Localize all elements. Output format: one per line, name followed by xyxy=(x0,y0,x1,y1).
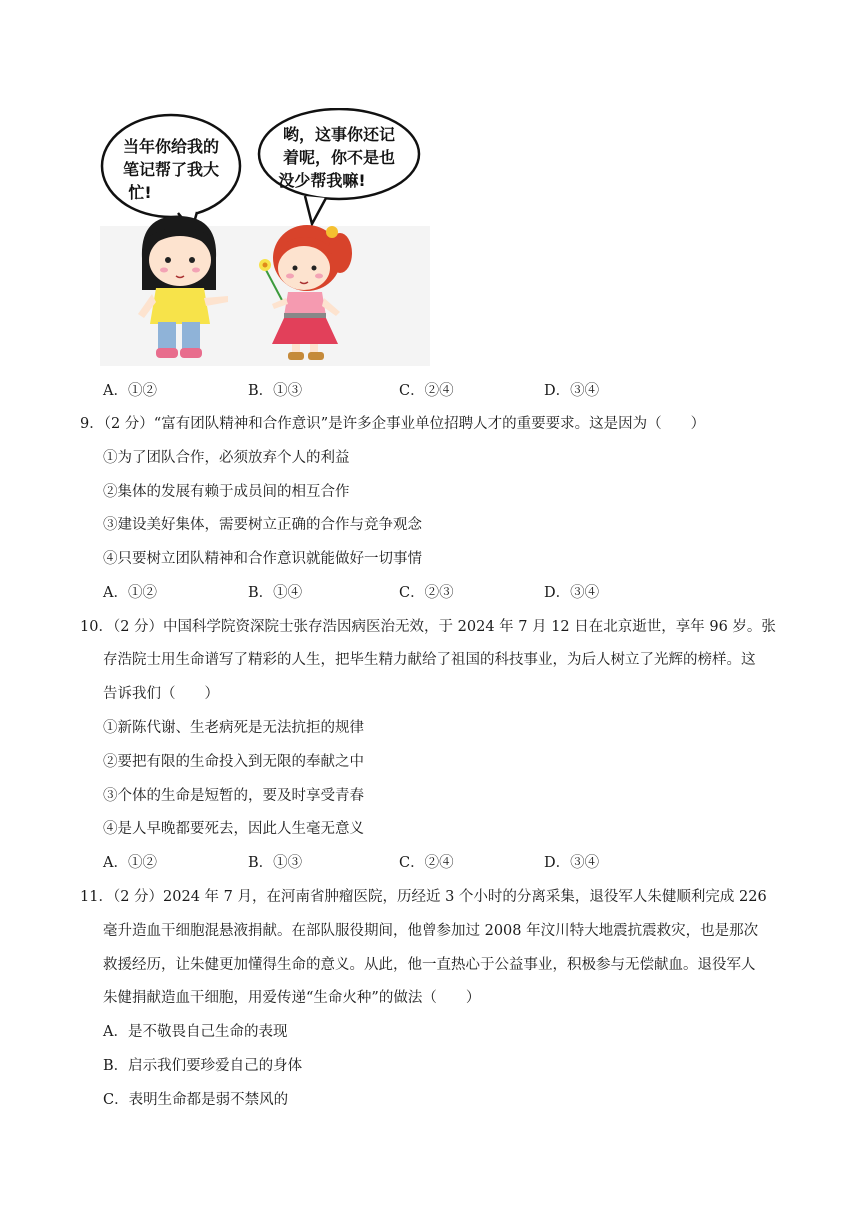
q10-stem-line-3: 告诉我们（ ） xyxy=(103,686,219,702)
q9-statement-3: ③建设美好集体，需要树立正确的合作与竞争观念 xyxy=(103,517,422,533)
q11-stem-line-4: 朱健捐献造血干细胞，用爱传递“生命火种”的做法（ ） xyxy=(103,990,481,1006)
q8-option-b: B．①③ xyxy=(248,383,303,399)
q9-option-d: D．③④ xyxy=(544,585,600,601)
q11-stem-line-3: 救援经历，让朱健更加懂得生命的意义。从此，他一直热心于公益事业，积极参与无偿献血。退役军人 xyxy=(103,957,756,973)
q9-statement-2: ②集体的发展有赖于成员间的相互合作 xyxy=(103,484,350,500)
bubble-left-line-3: 忙! xyxy=(128,183,152,202)
q9-option-a: A．①② xyxy=(103,585,157,601)
q11-option-c: C．表明生命都是弱不禁风的 xyxy=(103,1092,289,1108)
bubble-right-line-1: 哟，这事你还记 xyxy=(282,125,396,144)
bubble-left-line-2: 笔记帮了我大 xyxy=(122,160,220,179)
bubble-right-line-3: 没少帮我嘛! xyxy=(278,171,366,190)
cartoon-figure xyxy=(100,108,430,370)
q9-options xyxy=(103,583,723,603)
q9-statement-1: ①为了团队合作，必须放弃个人的利益 xyxy=(103,450,350,466)
q10-option-a: A．①② xyxy=(103,855,157,871)
bubble-right-line-2: 着呢，你不是也 xyxy=(282,148,396,167)
q10-statement-4: ④是人早晚都要死去，因此人生毫无意义 xyxy=(103,821,364,837)
q11-option-a: A．是不敬畏自己生命的表现 xyxy=(103,1024,288,1040)
q10-option-c: C．②④ xyxy=(399,855,454,871)
q9-statement-4: ④只要树立团队精神和合作意识就能做好一切事情 xyxy=(103,551,422,567)
q10-statement-1: ①新陈代谢、生老病死是无法抗拒的规律 xyxy=(103,720,364,736)
speech-bubble-left xyxy=(102,115,240,230)
bubble-left-line-1: 当年你给我的 xyxy=(122,137,220,156)
q10-option-d: D．③④ xyxy=(544,855,600,871)
q10-option-b: B．①③ xyxy=(248,855,303,871)
q11-option-b: B．启示我们要珍爱自己的身体 xyxy=(103,1058,303,1074)
speech-bubble-right xyxy=(259,109,419,224)
q9-option-c: C．②③ xyxy=(399,585,454,601)
q8-option-c: C．②④ xyxy=(399,383,454,399)
q10-statement-3: ③个体的生命是短暂的，要及时享受青春 xyxy=(103,788,364,804)
q8-option-d: D．③④ xyxy=(544,383,600,399)
q10-statement-2: ②要把有限的生命投入到无限的奉献之中 xyxy=(103,754,364,770)
q9-option-b: B．①④ xyxy=(248,585,303,601)
q11-stem-line-1: 11．（2 分）2024 年 7 月，在河南省肿瘤医院，历经近 3 个小时的分离采集，退役军人朱健顺利完成 226 xyxy=(80,889,767,905)
q10-options xyxy=(103,853,723,873)
q10-stem-line-1: 10．（2 分）中国科学院资深院士张存浩因病医治无效，于 2024 年 7 月 12 日在北京逝世，享年 96 岁。张 xyxy=(80,619,776,635)
q11-stem-line-2: 毫升造血干细胞混悬液捐献。在部队服役期间，他曾参加过 2008 年汶川特大地震抗震救灾，也是那次 xyxy=(103,923,759,939)
q9-stem: 9．（2 分）“富有团队精神和合作意识”是许多企事业单位招聘人才的重要要求。这是因为（ ） xyxy=(80,416,706,432)
q8-options xyxy=(103,381,723,401)
q10-stem-line-2: 存浩院士用生命谱写了精彩的人生，把毕生精力献给了祖国的科技事业，为后人树立了光辉的榜样。这 xyxy=(103,652,756,668)
q8-option-a: A．①② xyxy=(103,383,157,399)
